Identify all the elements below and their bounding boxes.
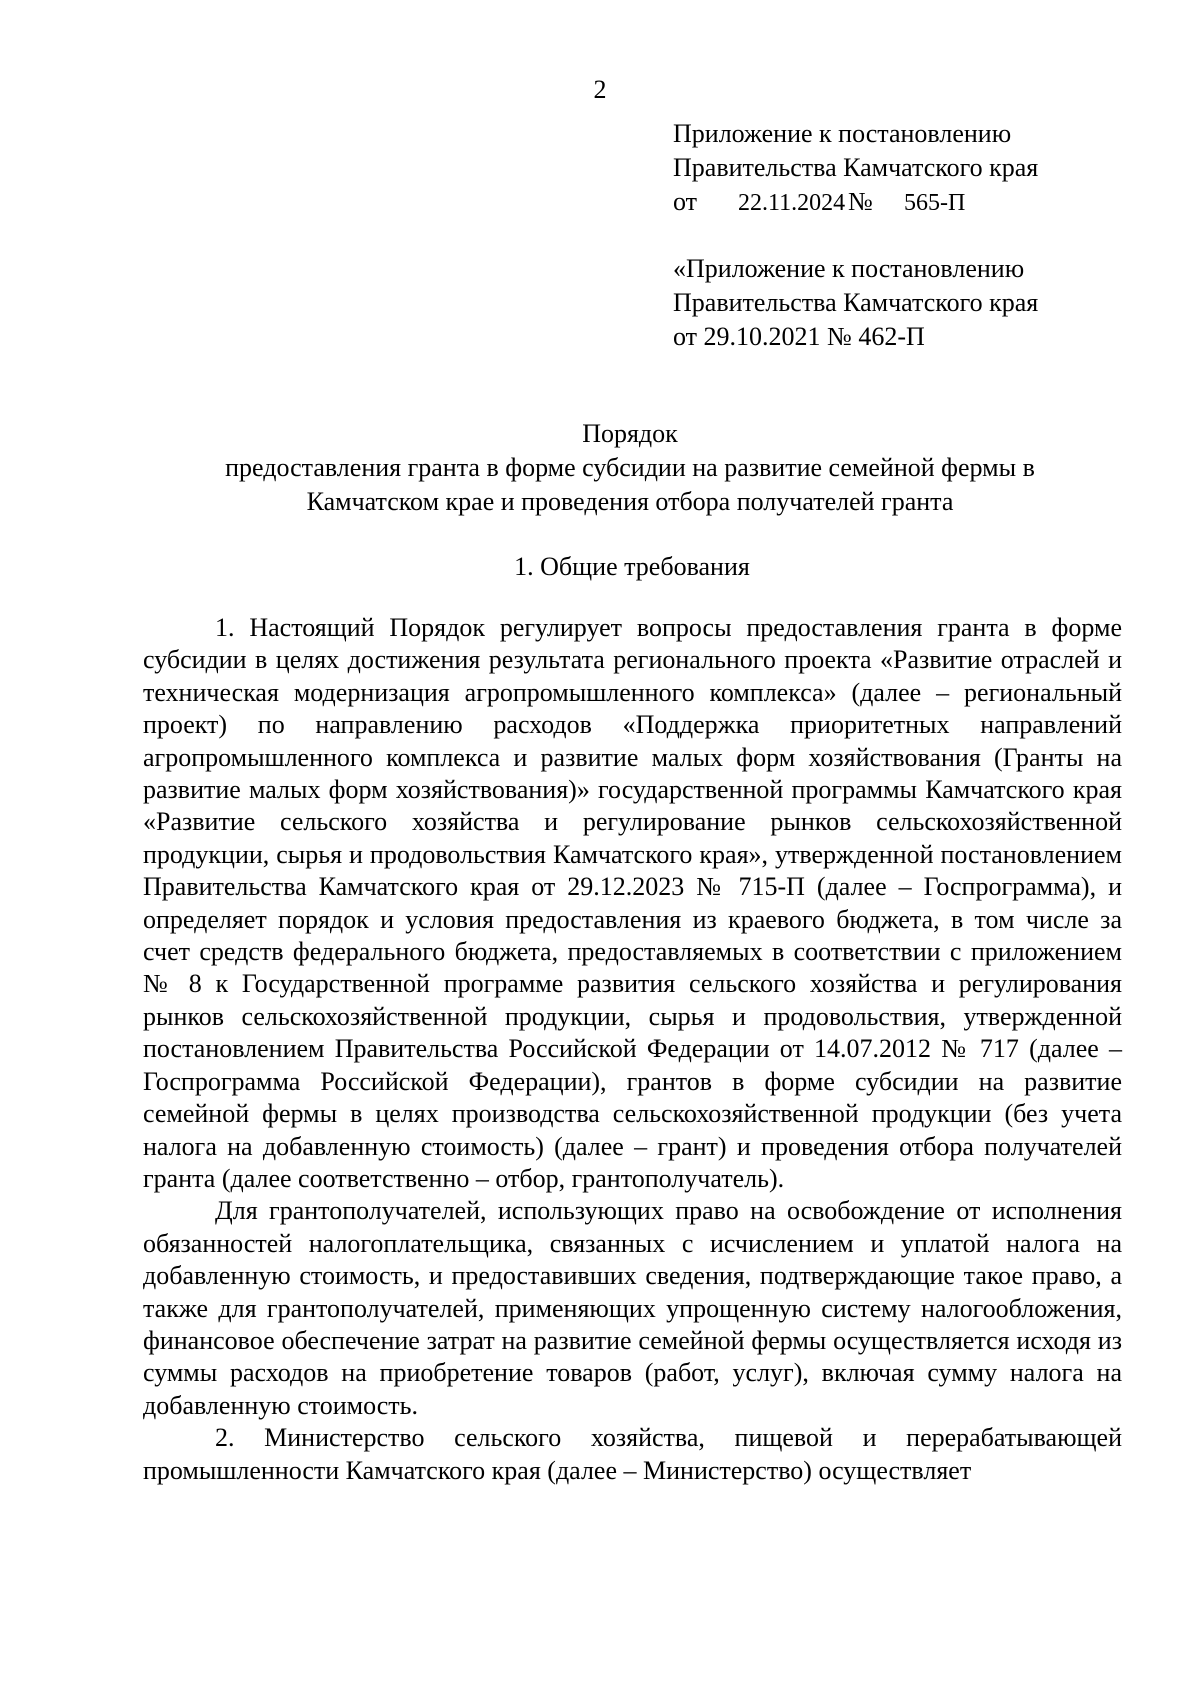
date-prefix: от	[673, 187, 698, 216]
appendix-line: «Приложение к постановлению	[673, 254, 1025, 283]
title-line: Порядок	[582, 419, 678, 448]
paragraph: Для грантополучателей, использующих право на освобождение от исполнения обязанностей налогоплательщика, связанных с исчислением и уплатой налога на добавленную стоимость, и предоставивших сведения, подтверждающие такое право, а также для грантополучателей, применяющих упрощенную систему налогообложения, финансовое обеспечение затрат на развитие семейной фермы осуществляется исходя из суммы расходов на приобретение товаров (работ, услуг), включая сумму налога на добавленную стоимость.	[143, 1196, 1122, 1420]
number-sign: №	[848, 187, 873, 216]
page-number: 2	[593, 75, 607, 104]
title-line: предоставления гранта в форме субсидии на развитие семейной фермы в	[225, 453, 1035, 482]
paragraph: 1. Настоящий Порядок регулирует вопросы предоставления гранта в форме субсидии в целях достижения результата регионального проекта «Развитие отраслей и техническая модернизация агропромышленного комплекса» (далее – региональный проект) по направлению расходов «Поддержка приоритетных направлений агропромышленного комплекса и развитие малых форм хозяйствования (Гранты на развитие малых форм хозяйствования)» государственной программы Камчатского края «Развитие сельского хозяйства и регулирование рынков сельскохозяйственной продукции, сырья и продовольствия Камчатского края», утвержденной постановлением Правительства Камчатского края от 29.12.2023 № 715-П (далее – Госпрограмма), и определяет порядок и условия предоставления из краевого бюджета, в том числе за счет средств федерального бюджета, предоставляемых в соответствии с приложением № 8 к Государственной программе развития сельского хозяйства и регулирования рынков сельскохозяйственной продукции, сырья и продовольствия, утвержденной постановлением Правительства Российской Федерации от 14.07.2012 № 717 (далее – Госпрограмма Российской Федерации), грантов в форме субсидии на развитие семейной фермы в целях производства сельскохозяйственной продукции (без учета налога на добавленную стоимость) (далее – грант) и проведения отбора получателей гранта (далее соответственно – отбор, грантополучатель).	[143, 613, 1122, 1193]
appendix-line: Правительства Камчатского края	[673, 153, 1039, 182]
document-title	[90, 417, 1170, 519]
appendix-header-current	[673, 117, 1133, 220]
appendix-line: от 29.10.2021 № 462-П	[673, 322, 925, 351]
section-heading: 1. Общие требования	[514, 552, 750, 581]
appendix-line: Правительства Камчатского края	[673, 288, 1039, 317]
appendix-header-previous	[673, 252, 1133, 354]
resolution-date: 22.11.2024	[738, 190, 846, 216]
title-line: Камчатском крае и проведения отбора получателей гранта	[306, 487, 954, 516]
paragraph: 2. Министерство сельского хозяйства, пищевой и перерабатывающей промышленности Камчатского края (далее – Министерство) осуществляет	[143, 1423, 1122, 1485]
appendix-line: Приложение к постановлению	[673, 119, 1012, 148]
appendix-date-number-line	[673, 185, 1133, 220]
document-body	[143, 612, 1122, 1487]
resolution-number: 565-П	[904, 190, 966, 216]
